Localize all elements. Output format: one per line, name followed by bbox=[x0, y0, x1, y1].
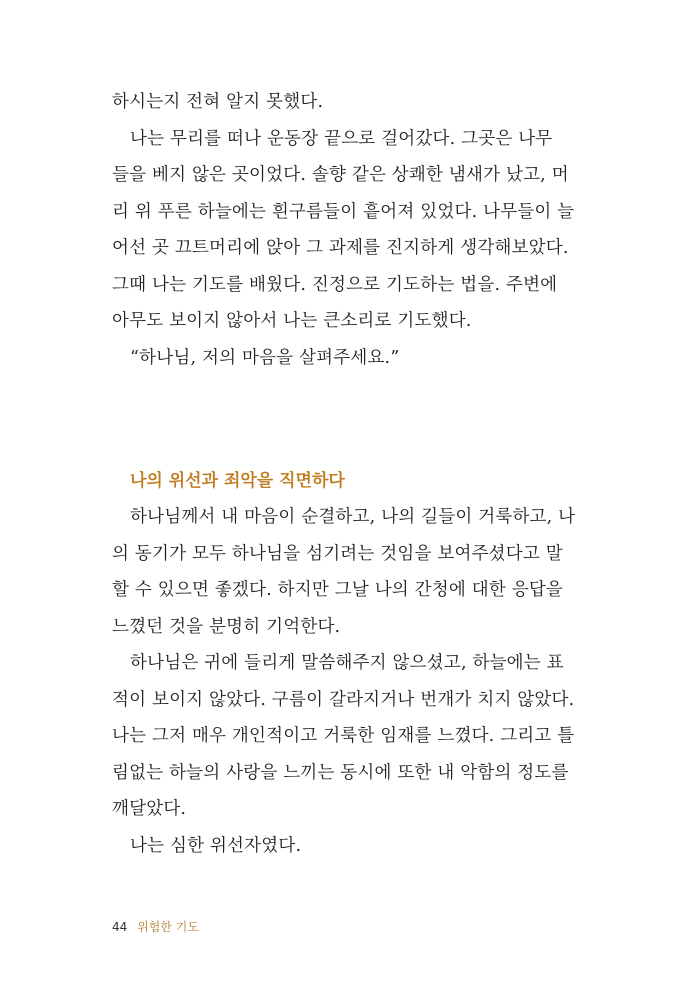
section-heading: 나의 위선과 죄악을 직면하다 bbox=[130, 471, 345, 491]
page-number: 44 bbox=[112, 920, 128, 934]
section-2-text bbox=[112, 499, 582, 864]
paragraph-line: 하나님은 귀에 들리게 말씀해주지 않으셨고, 하늘에는 표 bbox=[130, 653, 564, 673]
paragraph-line: 들을 베지 않은 곳이었다. 솔향 같은 상쾌한 냄새가 났고, 머 bbox=[112, 165, 569, 185]
section-1-text bbox=[112, 84, 582, 376]
quote-line: “하나님, 저의 마음을 살펴주세요.” bbox=[130, 347, 400, 368]
paragraph-line: 적이 보이지 않았다. 구름이 갈라지거나 번개가 치지 않았다. bbox=[112, 689, 575, 710]
paragraph-line: 아무도 보이지 않아서 나는 큰소리로 기도했다. bbox=[112, 311, 472, 331]
paragraph-line: 하시는지 전혀 알지 못했다. bbox=[112, 92, 324, 112]
paragraph-line: 어선 곳 끄트머리에 앉아 그 과제를 진지하게 생각해보았다. bbox=[112, 238, 569, 258]
paragraph-line: 하나님께서 내 마음이 순결하고, 나의 길들이 거룩하고, 나 bbox=[130, 507, 576, 527]
paragraph-line: 나는 무리를 떠나 운동장 끝으로 걸어갔다. 그곳은 나무 bbox=[130, 128, 553, 149]
paragraph-line: 그때 나는 기도를 배웠다. 진정으로 기도하는 법을. 주변에 bbox=[112, 274, 558, 295]
paragraph-line: 할 수 있으면 좋겠다. 하지만 그날 나의 간청에 대한 응답을 bbox=[112, 580, 564, 600]
paragraph-line: 의 동기가 모두 하나님을 섬기려는 것임을 보여주셨다고 말 bbox=[112, 543, 563, 564]
paragraph-line: 림없는 하늘의 사랑을 느끼는 동시에 또한 내 악함의 정도를 bbox=[112, 762, 569, 783]
paragraph-line: 나는 심한 위선자였다. bbox=[130, 835, 302, 856]
page-footer bbox=[112, 918, 199, 935]
paragraph-line: 깨달았다. bbox=[112, 799, 187, 819]
paragraph-line: 리 위 푸른 하늘에는 흰구름들이 흩어져 있었다. 나무들이 늘 bbox=[112, 201, 575, 222]
paragraph-line: 나는 그저 매우 개인적이고 거룩한 임재를 느꼈다. 그리고 틀 bbox=[112, 726, 575, 746]
paragraph-line: 느꼈던 것을 분명히 기억한다. bbox=[112, 616, 341, 637]
running-title: 위험한 기도 bbox=[137, 920, 199, 934]
